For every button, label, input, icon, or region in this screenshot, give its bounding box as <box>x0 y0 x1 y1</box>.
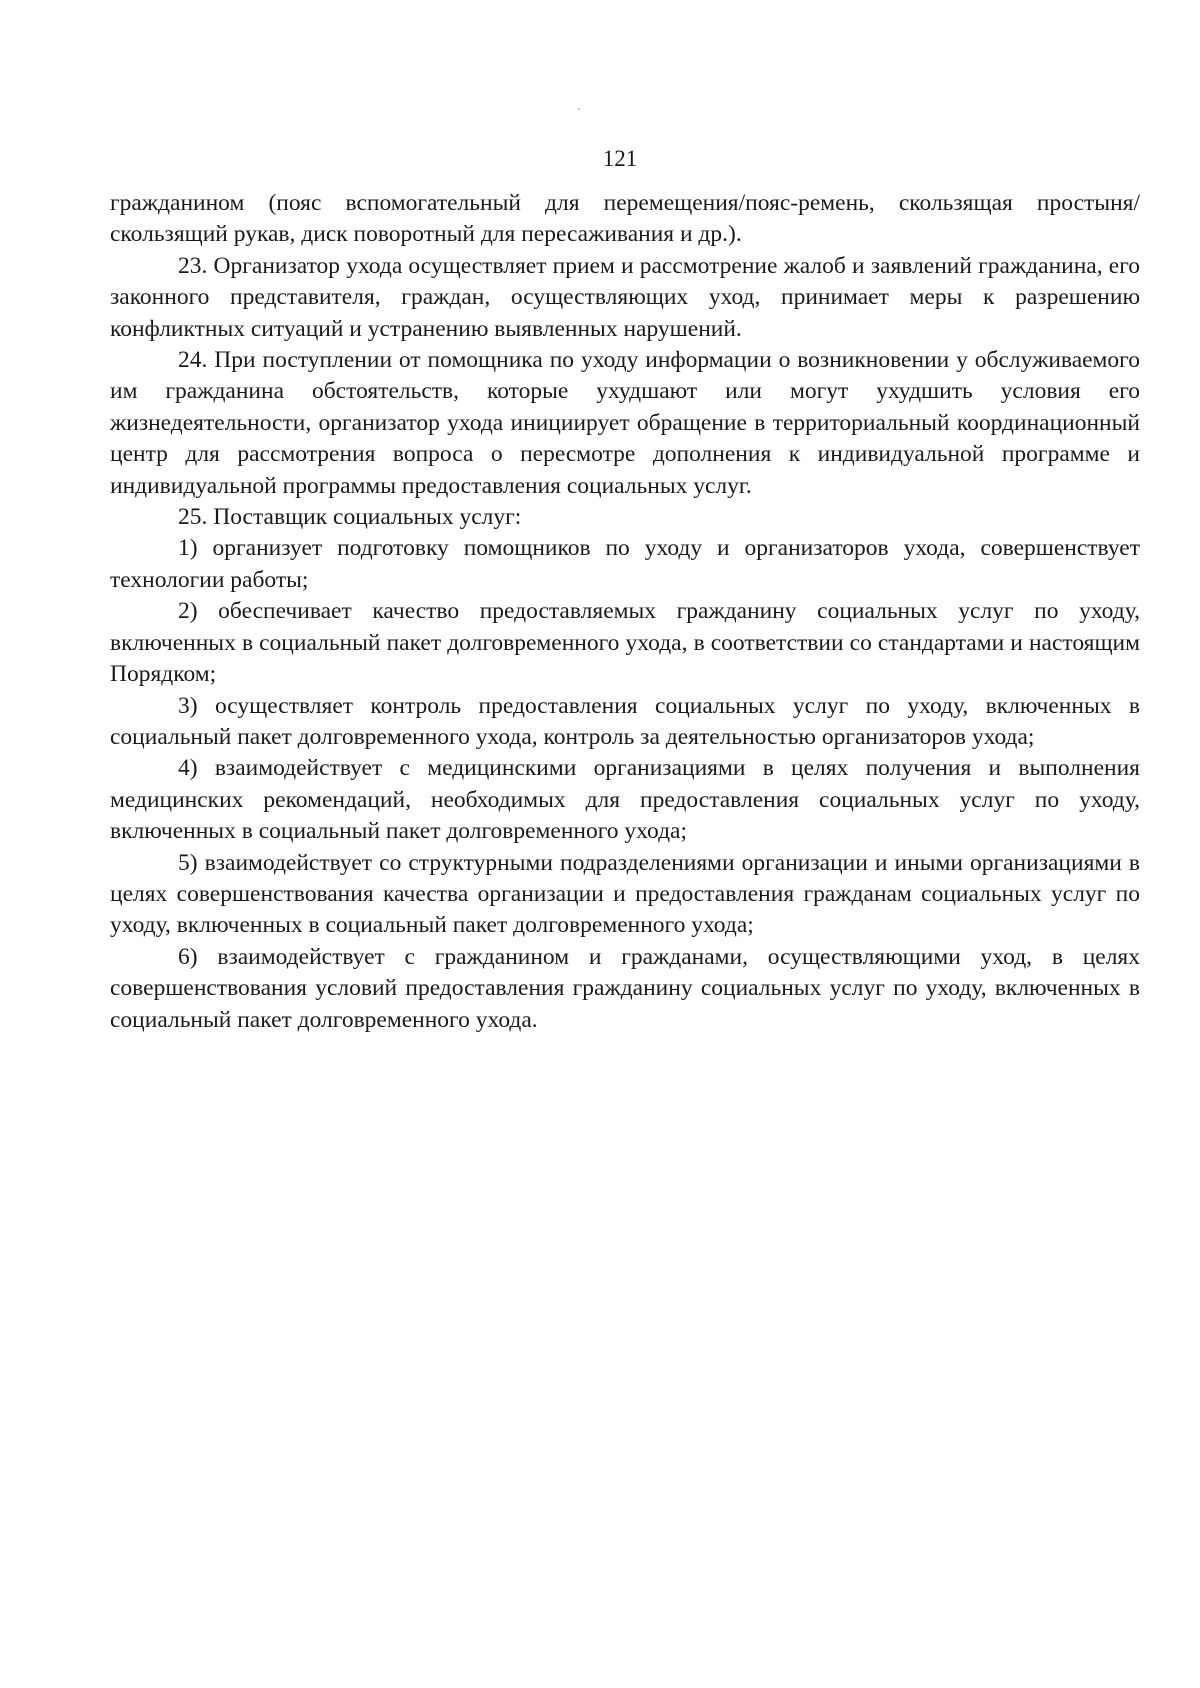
scan-speck <box>578 108 580 110</box>
list-item-25-4: 4) взаимодействует с медицинскими организациями в целях получения и выполнения медицинских рекомендаций, необходимых для предоставления социальных услуг по уходу, включенных в социальный пакет долговременного ухода; <box>110 755 1140 845</box>
list-item-25-3: 3) осуществляет контроль предоставления социальных услуг по уходу, включенных в социальный пакет долговременного ухода, контроль за деятельностью организаторов ухода; <box>110 692 1140 750</box>
list-item-25-6: 6) взаимодействует с гражданином и гражданами, осуществляющими уход, в целях совершенствования условий предоставления гражданину социальных услуг по уходу, включенных в социальный пакет долговременного ухода. <box>110 943 1140 1033</box>
paragraph-25: 25. Поставщик социальных услуг: <box>178 504 522 531</box>
paragraph-23: 23. Организатор ухода осуществляет прием и рассмотрение жалоб и заявлений гражданина, его законного представителя, граждан, осуществляющих уход, принимает меры к разрешению конфликтных ситуаций и устранению выявленных нарушений. <box>110 252 1140 342</box>
paragraph-continuation: гражданином (пояс вспомогательный для перемещения/пояс-ремень, скользящая простыня/скользящий рукав, диск поворотный для пересаживания и др.). <box>110 190 1140 248</box>
document-body <box>110 188 1140 1036</box>
list-item-25-1: 1) организует подготовку помощников по уходу и организаторов ухода, совершенствует технологии работы; <box>110 535 1140 593</box>
list-item-25-5: 5) взаимодействует со структурными подразделениями организации и иными организациями в целях совершенствования качества организации и предоставления гражданам социальных услуг по уходу, включенных в социальный пакет долговременного ухода; <box>110 849 1140 939</box>
page-number: 121 <box>602 146 638 171</box>
paragraph-24: 24. При поступлении от помощника по уходу информации о возникновении у обслуживаемого им гражданина обстоятельств, которые ухудшают или могут ухудшить условия его жизнедеятельности, организатор ухода инициирует обращение в территориальный координационный центр для рассмотрения вопроса о пересмотре дополнения к индивидуальной программе и индивидуальной программы предоставления социальных услуг. <box>110 347 1140 499</box>
list-item-25-2: 2) обеспечивает качество предоставляемых гражданину социальных услуг по уходу, включенных в социальный пакет долговременного ухода, в соответствии со стандартами и настоящим Порядком; <box>110 598 1140 688</box>
